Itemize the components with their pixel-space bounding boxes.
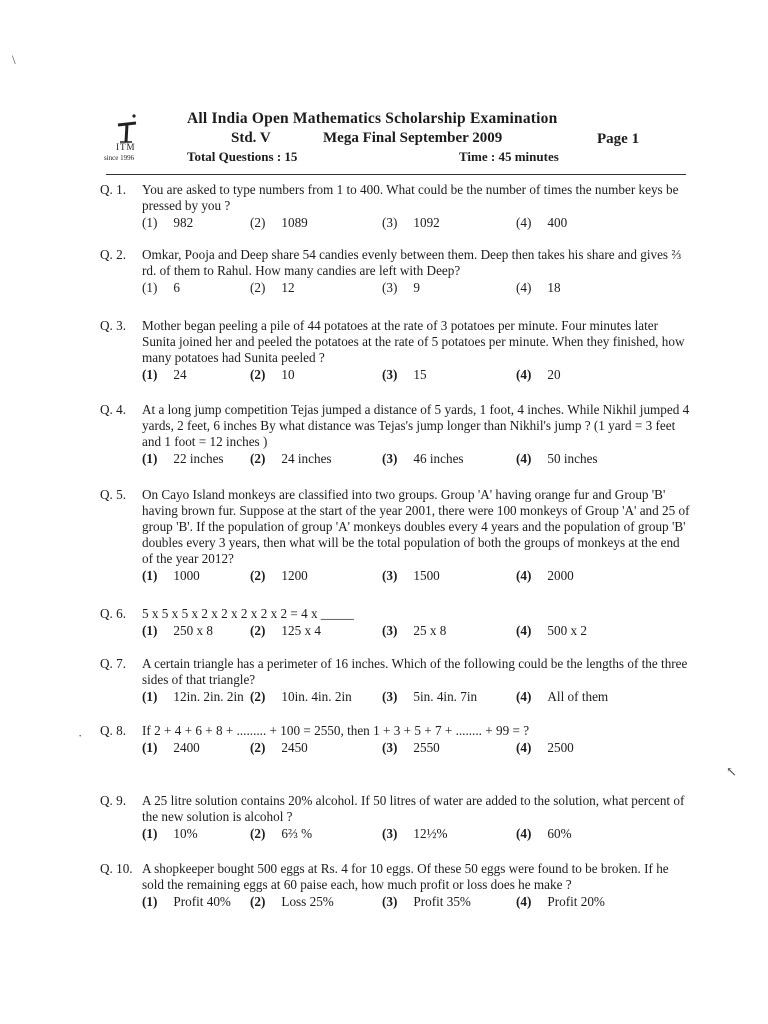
option-value: 2450 [281,740,308,755]
option-number: (4) [516,623,532,638]
option-number: (3) [382,451,398,466]
option-value: 1000 [173,568,200,583]
option-value: 10% [173,826,198,841]
option-number: (3) [382,826,398,841]
answer-option-3 [382,894,471,910]
answer-option-4 [516,280,561,296]
option-value: 60% [547,826,572,841]
option-value: 6⅔ % [281,826,313,841]
option-number: (2) [250,367,266,382]
option-value: 6 [173,280,180,295]
answer-option-3 [382,280,420,296]
option-number: (3) [382,689,398,704]
option-number: (2) [250,568,266,583]
answer-option-4 [516,367,561,383]
option-number: (4) [516,280,532,295]
option-value: 2550 [413,740,440,755]
option-number: (2) [250,215,266,230]
answer-option-3 [382,568,440,584]
option-number: (3) [382,623,398,638]
question-text: A 25 litre solution contains 20% alcohol. If 50 litres of water are added to the solution, what percent of the new solution is alcohol ? [142,793,685,824]
question-1 [100,182,690,233]
question-text: A shopkeeper bought 500 eggs at Rs. 4 for 10 eggs. Of these 50 eggs were found to be broken. If he sold the remaining eggs at 60 paise each, how much profit or loss does he make ? [142,861,669,892]
answer-option-3 [382,689,477,705]
question-text: On Cayo Island monkeys are classified into two groups. Group 'A' having orange fur and Group 'B' having brown fur. Suppose at the start of the year 2001, there were 100 monkeys of Group 'A' and 25 of group 'B'. If the population of group 'A' monkeys doubles every 4 years and the population of group 'B' doubles every 3 years, then what will be the total population of both the groups of monkeys at the end of the year 2012? [142,487,690,566]
logo-text: ITM [116,142,136,152]
question-9 [100,793,690,844]
question-text: You are asked to type numbers from 1 to 400. What could be the number of times the number keys be pressed by you ? [142,182,679,213]
answer-option-3 [382,740,440,756]
option-value: 2000 [547,568,574,583]
option-number: (1) [142,826,158,841]
option-value: 10 [281,367,295,382]
logo-since: since 1996 [104,154,135,162]
answer-option-3 [382,367,427,383]
answer-option-1 [142,826,198,842]
option-number: (3) [382,280,398,295]
question-number: Q. 7. [100,656,127,671]
logo [104,112,164,164]
option-number: (3) [382,215,398,230]
answer-options [142,367,690,385]
option-value: 20 [547,367,561,382]
option-value: 12 [281,280,295,295]
answer-option-4 [516,826,572,842]
scan-mark: ↖ [726,764,737,779]
option-number: (1) [142,280,158,295]
option-number: (3) [382,740,398,755]
option-value: 25 x 8 [413,623,447,638]
question-8 [100,723,690,758]
question-number: Q. 6. [100,606,127,621]
option-number: (1) [142,740,158,755]
option-number: (1) [142,623,158,638]
logo-icon [114,112,144,146]
option-number: (2) [250,623,266,638]
option-number: (4) [516,740,532,755]
option-value: 18 [547,280,561,295]
exam-name: Mega Final September 2009 [323,130,503,146]
answer-option-4 [516,740,574,756]
question-text: If 2 + 4 + 6 + 8 + ......... + 100 = 2550, then 1 + 3 + 5 + 7 + ........ + 99 = ? [142,723,530,738]
answer-option-1 [142,740,200,756]
option-value: 400 [547,215,568,230]
answer-options [142,280,690,298]
answer-option-1 [142,568,200,584]
option-value: 5in. 4in. 7in [413,689,478,704]
answer-option-4 [516,215,567,231]
answer-option-4 [516,623,587,639]
question-number: Q. 9. [100,793,127,808]
option-value: 24 inches [281,451,332,466]
scan-mark: \ [12,52,16,67]
option-number: (2) [250,451,266,466]
option-value: 46 inches [413,451,464,466]
option-value: 250 x 8 [173,623,213,638]
answer-option-1 [142,689,244,705]
answer-option-2 [250,451,332,467]
answer-option-3 [382,826,447,842]
answer-options [142,689,690,707]
option-number: (2) [250,280,266,295]
option-number: (3) [382,894,398,909]
option-number: (2) [250,689,266,704]
option-number: (1) [142,568,158,583]
exam-title: All India Open Mathematics Scholarship Examination [187,110,558,127]
answer-options [142,451,690,469]
option-value: 1500 [413,568,440,583]
question-text: At a long jump competition Tejas jumped a distance of 5 yards, 1 foot, 4 inches. While Nikhil jumped 4 yards, 2 feet, 6 inches By what distance was Tejas's jump longer than Nikhil's jump ? (1 yard = 3 feet and 1 foot = 12 inches ) [142,402,690,449]
question-number: Q. 8. [100,723,127,738]
header-divider [106,174,686,175]
option-number: (2) [250,826,266,841]
option-value: 15 [413,367,427,382]
option-value: 1089 [281,215,308,230]
option-value: 500 x 2 [547,623,587,638]
answer-option-4 [516,894,605,910]
answer-option-2 [250,689,352,705]
question-5 [100,487,690,586]
answer-option-2 [250,367,295,383]
option-value: 125 x 4 [281,623,321,638]
question-text: A certain triangle has a perimeter of 16 inches. Which of the following could be the lengths of the three sides of that triangle? [142,656,688,687]
option-number: (4) [516,568,532,583]
question-7 [100,656,690,707]
answer-option-3 [382,215,440,231]
option-value: 982 [173,215,194,230]
option-number: (1) [142,215,158,230]
answer-option-4 [516,451,598,467]
answer-option-2 [250,894,334,910]
answer-option-3 [382,451,464,467]
question-number: Q. 3. [100,318,127,333]
answer-option-1 [142,367,187,383]
question-number: Q. 10. [100,861,133,876]
option-value: Profit 20% [547,894,605,909]
question-number: Q. 4. [100,402,127,417]
option-value: 1200 [281,568,308,583]
answer-option-4 [516,568,574,584]
option-number: (4) [516,689,532,704]
question-number: Q. 1. [100,182,127,197]
option-number: (4) [516,826,532,841]
option-number: (2) [250,894,266,909]
time-allowed: Time : 45 minutes [459,149,559,164]
answer-options [142,215,690,233]
option-number: (4) [516,215,532,230]
question-number: Q. 5. [100,487,127,502]
question-3 [100,318,690,385]
question-number: Q. 2. [100,247,127,262]
answer-options [142,826,690,844]
option-value: 22 inches [173,451,224,466]
option-number: (1) [142,451,158,466]
answer-option-2 [250,568,308,584]
question-text: Mother began peeling a pile of 44 potatoes at the rate of 3 potatoes per minute. Four minutes later Sunita joined her and peeled the potatoes at the rate of 5 potatoes per minute. When they finished, how many potatoes had Sunita peeled ? [142,318,685,365]
option-value: 12½% [413,826,448,841]
answer-options [142,568,690,586]
answer-option-1 [142,280,180,296]
page-number: Page 1 [597,131,640,147]
answer-option-1 [142,451,224,467]
question-text: 5 x 5 x 5 x 2 x 2 x 2 x 2 x 2 = 4 x _____ [142,606,354,621]
option-number: (1) [142,367,158,382]
option-number: (3) [382,568,398,583]
option-value: Profit 35% [413,894,471,909]
question-2 [100,247,690,298]
answer-option-4 [516,689,608,705]
question-10 [100,861,690,912]
answer-option-2 [250,280,295,296]
answer-option-2 [250,215,308,231]
option-number: (1) [142,894,158,909]
answer-options [142,740,690,758]
option-number: (4) [516,894,532,909]
answer-option-1 [142,623,213,639]
option-value: 10in. 4in. 2in [281,689,352,704]
option-number: (4) [516,367,532,382]
option-number: (3) [382,367,398,382]
answer-option-2 [250,826,312,842]
option-value: Loss 25% [281,894,334,909]
question-6 [100,606,690,641]
option-value: 24 [173,367,187,382]
answer-option-2 [250,740,308,756]
answer-option-3 [382,623,446,639]
option-value: 12in. 2in. 2in [173,689,244,704]
answer-options [142,623,690,641]
option-value: 2500 [547,740,574,755]
question-text: Omkar, Pooja and Deep share 54 candies evenly between them. Deep then takes his share and gives ⅔ rd. of them to Rahul. How many candies are left with Deep? [142,247,682,278]
question-4 [100,402,690,469]
answer-option-1 [142,894,231,910]
option-number: (2) [250,740,266,755]
standard-label: Std. V [231,130,271,146]
answer-option-2 [250,623,321,639]
option-number: (1) [142,689,158,704]
option-number: (4) [516,451,532,466]
answer-option-1 [142,215,193,231]
option-value: 1092 [413,215,440,230]
option-value: All of them [547,689,609,704]
total-questions: Total Questions : 15 [187,149,298,164]
answer-options [142,894,690,912]
option-value: 50 inches [547,451,598,466]
option-value: 9 [413,280,420,295]
option-value: Profit 40% [173,894,231,909]
scan-mark: · [78,728,83,743]
option-value: 2400 [173,740,200,755]
